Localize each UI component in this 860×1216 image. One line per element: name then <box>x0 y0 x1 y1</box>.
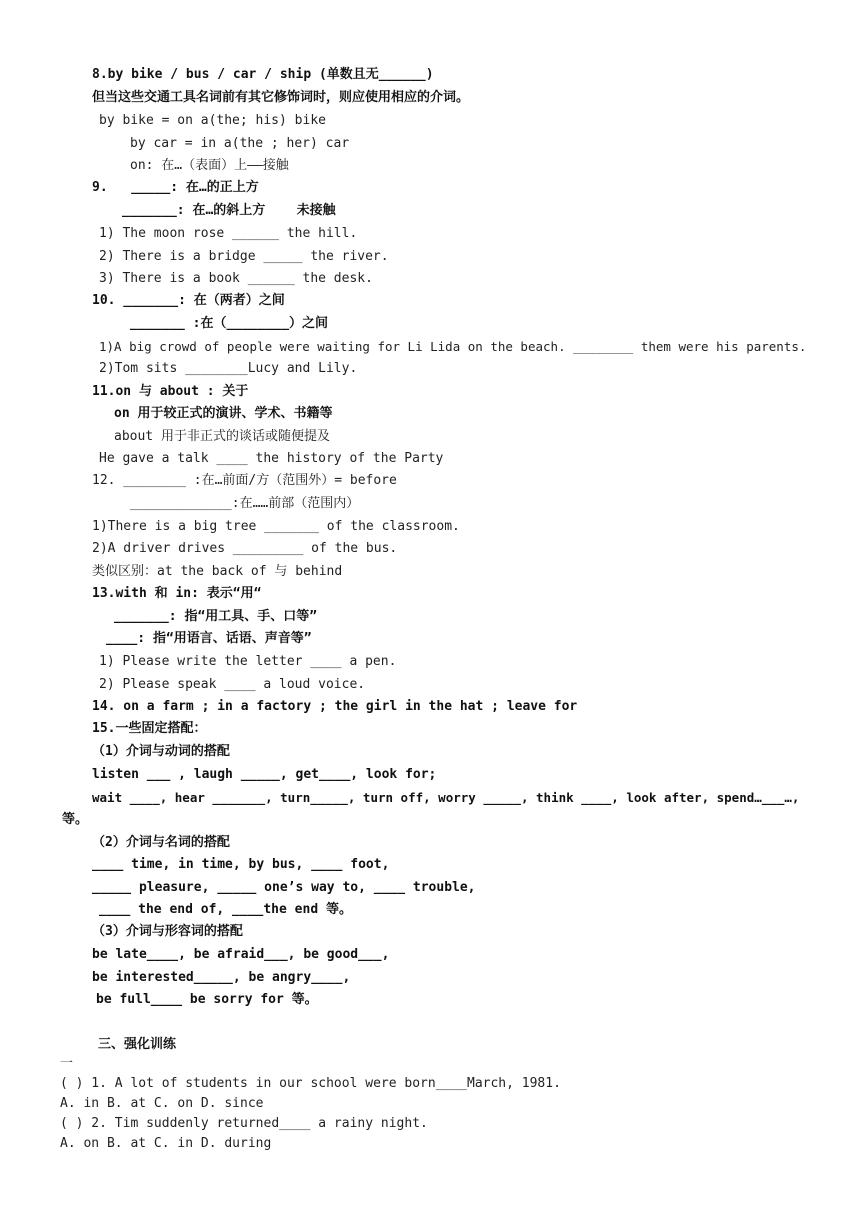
exercise-line: 1)A big crowd of people were waiting for Li Lida on the beach. ________ them were his parents. <box>99 339 807 354</box>
section-11-heading: 11.on 与 about : 关于 <box>92 384 249 399</box>
section-8-note: 但当这些交通工具名词前有其它修饰词时，则应使用相应的介词。 <box>92 90 470 105</box>
section-11-note: about 用于非正式的谈话或随便提及 <box>114 429 330 444</box>
section-13-subheading: _______: 指“用工具、手、口等” <box>114 609 318 624</box>
collocation-line: listen ___ , laugh _____, get____, look for; <box>92 767 437 782</box>
question-2: ( ) 2. Tim suddenly returned____ a rainy night. <box>60 1116 428 1131</box>
section-12-subheading: _____________:在……前部（范围内） <box>130 496 360 511</box>
section-9-subheading: _______: 在…的斜上方 未接触 <box>122 203 336 218</box>
collocation-line: wait ____, hear _______, turn_____, turn off, worry _____, think ____, look after, spend…___…, <box>92 790 800 805</box>
section-8-heading: 8.by bike / bus / car / ship (单数且无______) <box>92 67 434 82</box>
section-11-note: on 用于较正式的演讲、学术、书籍等 <box>114 406 333 421</box>
subsection-heading: （2）介词与名词的搭配 <box>92 835 230 850</box>
section-13-heading: 13.with 和 in: 表示“用“ <box>92 586 262 601</box>
part-marker: 一 <box>60 1056 74 1071</box>
collocation-line: be interested_____, be angry____, <box>92 970 351 985</box>
section-15-heading: 15.一些固定搭配： <box>92 721 207 736</box>
section-13-subheading: ____: 指“用语言、话语、声音等” <box>106 631 312 646</box>
collocation-line: be late____, be afraid___, be good___, <box>92 947 390 962</box>
collocation-line: ____ time, in time, by bus, ____ foot, <box>92 857 390 872</box>
section-14-line: 14. on a farm ; in a factory ; the girl in the hat ; leave for <box>92 699 578 714</box>
example-line: by bike = on a(the; his) bike <box>99 113 326 128</box>
section-12-heading: 12. ________ :在…前面/方（范围外）= before <box>92 473 397 488</box>
part-three-heading: 三、强化训练 <box>98 1037 177 1052</box>
exercise-line: 1) Please write the letter ____ a pen. <box>99 654 397 669</box>
collocation-line: ____ the end of, ____the end 等。 <box>99 902 352 917</box>
exercise-line: 2)A driver drives _________ of the bus. <box>92 541 398 556</box>
section-9-heading: 9. _____: 在…的正上方 <box>92 180 259 195</box>
collocation-line-end: 等。 <box>62 812 89 827</box>
section-10-subheading: _______ :在（________）之间 <box>130 316 329 331</box>
example-line: on: 在…（表面）上——接触 <box>130 158 289 173</box>
comparison-note: 类似区别：at the back of 与 behind <box>92 564 343 579</box>
question-2-options: A. on B. at C. in D. during <box>60 1136 272 1151</box>
exercise-line: 2) Please speak ____ a loud voice. <box>99 677 366 692</box>
collocation-line: be full____ be sorry for 等。 <box>96 992 318 1007</box>
question-1: ( ) 1. A lot of students in our school were born____March, 1981. <box>60 1076 561 1091</box>
example-line: by car = in a(the ; her) car <box>130 136 350 151</box>
example-line: He gave a talk ____ the history of the Party <box>99 451 444 466</box>
exercise-line: 2)Tom sits ________Lucy and Lily. <box>99 361 358 376</box>
question-1-options: A. in B. at C. on D. since <box>60 1096 264 1111</box>
collocation-line: _____ pleasure, _____ one’s way to, ____ trouble, <box>92 880 476 895</box>
exercise-line: 1) The moon rose ______ the hill. <box>99 226 358 241</box>
exercise-line: 2) There is a bridge _____ the river. <box>99 249 389 264</box>
section-10-heading: 10. _______: 在（两者）之间 <box>92 293 285 308</box>
subsection-heading: （1）介词与动词的搭配 <box>92 744 230 759</box>
subsection-heading: （3）介词与形容词的搭配 <box>92 924 243 939</box>
exercise-line: 3) There is a book ______ the desk. <box>99 271 373 286</box>
exercise-line: 1)There is a big tree _______ of the classroom. <box>92 519 460 534</box>
